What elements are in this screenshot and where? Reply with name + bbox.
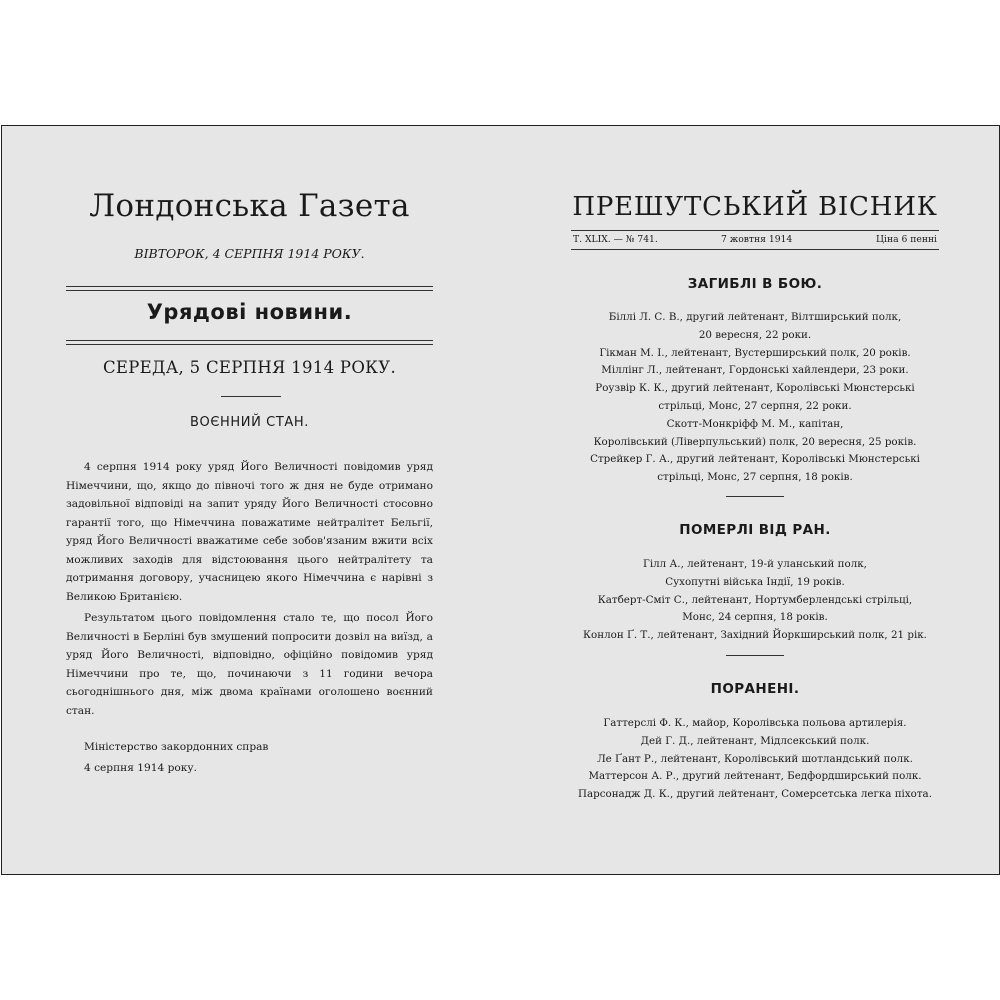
volume-number: Т. XLIX. — № 741. [573, 234, 658, 245]
injured-heading: ПОРАНЕНІ. [710, 681, 800, 697]
article-heading: ВОЄННИЙ СТАН. [190, 415, 309, 430]
list-line: Маттерсон А. Р., другий лейтенант, Бедфордширський полк. [588, 770, 922, 783]
signature: Міністерство закордонних справ [84, 741, 269, 753]
list-line: Катберт-Сміт С., лейтенант, Нортумберлендські стрільці, [597, 593, 913, 606]
injured-list [571, 715, 939, 804]
list-line: Монс, 24 серпня, 18 років. [682, 611, 828, 624]
subdate: СЕРЕДА, 5 СЕРПНЯ 1914 РОКУ. [103, 358, 396, 377]
wounds-list [571, 556, 939, 645]
divider [221, 396, 281, 397]
list-line: стрільці, Монс, 27 серпня, 22 роки. [658, 399, 852, 412]
list-line: Біллі Л. С. В., другий лейтенант, Вілтширський полк, [608, 311, 902, 323]
wounds-heading: ПОМЕРЛІ ВІД РАН. [679, 522, 831, 538]
list-line: Ле Ґант Р., лейтенант, Королівський шотландський полк. [597, 752, 913, 765]
list-line: Конлон Ґ. Т., лейтенант, Західний Йоркширський полк, 21 рік. [583, 629, 927, 642]
newspaper-spread [1, 125, 1000, 875]
paragraph: Результатом цього повідомлення стало те, що посол Його Величності в Берліні був змушений попросити дозвіл на виїзд, а уряд Його Величності, відповідно, офіційно повідомив уряд Німеччини про те, що, починаючи з 11 години вечора сьогоднішнього дня, між двома країнами оголошено воєнний стан. [66, 612, 433, 717]
preshut-herald-page [571, 126, 939, 874]
london-gazette-page [66, 126, 433, 874]
masthead-line [571, 230, 939, 250]
list-line: стрільці, Монс, 27 серпня, 18 років. [657, 471, 853, 484]
issue-date: 7 жовтня 1914 [721, 234, 793, 245]
list-line: 20 вересня, 22 роки. [698, 328, 812, 341]
gazette-date: ВІВТОРОК, 4 СЕРПНЯ 1914 РОКУ. [134, 246, 365, 261]
signature-block [84, 737, 268, 779]
divider [726, 655, 784, 656]
gazette-title: Лондонська Газета [89, 188, 410, 224]
list-line: Гаттерслі Ф. К., майор, Королівська польова артилерія. [603, 717, 907, 729]
divider [726, 496, 784, 497]
list-line: Парсонадж Д. К., другий лейтенант, Сомерсетська легка піхота. [578, 788, 932, 801]
list-line: Міллінг Л., лейтенант, Гордонські хайлендери, 23 роки. [601, 364, 909, 377]
list-line: Королівський (Ліверпульський) полк, 20 вересня, 25 років. [593, 435, 917, 448]
signature-date: 4 серпня 1914 року. [84, 762, 197, 774]
list-line: Скотт-Монкріфф М. М., капітан, [666, 417, 844, 430]
list-line: Стрейкер Г. А., другий лейтенант, Королівські Мюнстерські [590, 453, 920, 466]
list-line: Роузвір К. К., другий лейтенант, Королівські Мюнстерські [595, 382, 915, 395]
article-body [66, 458, 433, 720]
price: Ціна 6 пенні [876, 234, 937, 245]
killed-heading: ЗАГИБЛІ В БОЮ. [687, 276, 823, 292]
list-line: Дей Г. Д., лейтенант, Мідлсекський полк. [640, 734, 870, 747]
killed-list [571, 309, 939, 487]
double-rule-bottom [66, 340, 433, 345]
list-line: Сухопутні війська Індії, 19 років. [665, 575, 845, 588]
list-line: Гілл А., лейтенант, 19-й уланський полк, [643, 558, 867, 570]
herald-title: ПРЕШУТСЬКИЙ ВІСНИК [572, 192, 938, 222]
double-rule-top [66, 286, 433, 291]
paragraph: 4 серпня 1914 року уряд Його Величності повідомив уряд Німеччини, що, якщо до півночі того ж дня не буде отримано задовільної відповіді на запит уряду Його Величності стосовно гарантії того, що Німеччина поважатиме нейтралітет Бельгії, уряд Його Величності вважатиме себе зобов'язаним вжити всіх можливих заходів для відстоювання цього нейтралітету та дотримання договору, учасницею якого Німеччина є нарівні з Великою Британією. [66, 461, 433, 603]
section-title: Урядові новини. [146, 300, 353, 324]
list-line: Гікман М. І., лейтенант, Вустерширський полк, 20 років. [599, 346, 911, 359]
